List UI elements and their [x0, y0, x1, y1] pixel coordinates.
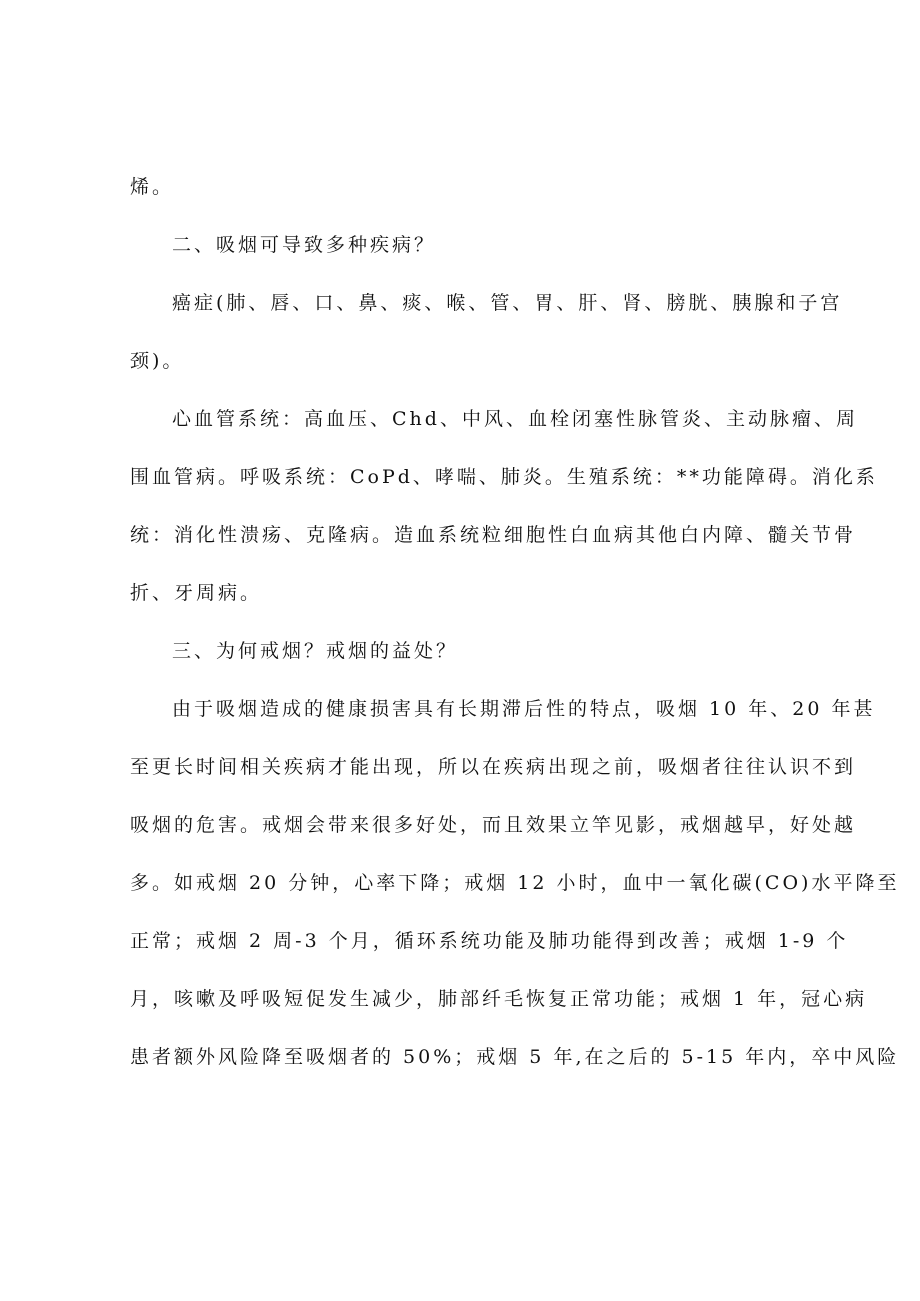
section-heading-2: 二、吸烟可导致多种疾病？: [172, 234, 437, 256]
document-body: [130, 158, 900, 1086]
text-line: 正常；戒烟 2 周-3 个月，循环系统功能及肺功能得到改善；戒烟 1-9 个: [130, 930, 849, 952]
text-line: 吸烟的危害。戒烟会带来很多好处，而且效果立竿见影，戒烟越早，好处越: [130, 814, 857, 836]
text-line: 患者额外风险降至吸烟者的 50%；戒烟 5 年,在之后的 5-15 年内，卒中风险: [130, 1046, 900, 1068]
text-line: 统：消化性溃疡、克隆病。造血系统粒细胞性白血病其他白内障、髓关节骨: [130, 524, 857, 546]
text-line: 颈)。: [130, 350, 185, 372]
text-line: 折、牙周病。: [130, 582, 263, 604]
text-line: 月，咳嗽及呼吸短促发生减少，肺部纤毛恢复正常功能；戒烟 1 年，冠心病: [130, 988, 868, 1010]
text-line: 多。如戒烟 20 分钟，心率下降；戒烟 12 小时，血中一氧化碳(CO)水平降至: [130, 872, 900, 894]
section-heading-3: 三、为何戒烟？戒烟的益处？: [172, 640, 459, 662]
text-line: 心血管系统：高血压、Chd、中风、血栓闭塞性脉管炎、主动脉瘤、周: [172, 408, 858, 430]
text-line: 至更长时间相关疾病才能出现，所以在疾病出现之前，吸烟者往往认识不到: [130, 756, 857, 778]
text-line: 癌症(肺、唇、口、鼻、痰、喉、管、胃、肝、肾、膀胱、胰腺和子宫: [172, 292, 843, 314]
text-line: 由于吸烟造成的健康损害具有长期滞后性的特点，吸烟 10 年、20 年甚: [172, 698, 876, 720]
text-line: 烯。: [130, 176, 175, 198]
text-line: 围血管病。呼吸系统：CoPd、哮喘、肺炎。生殖系统：**功能障碍。消化系: [130, 466, 878, 488]
